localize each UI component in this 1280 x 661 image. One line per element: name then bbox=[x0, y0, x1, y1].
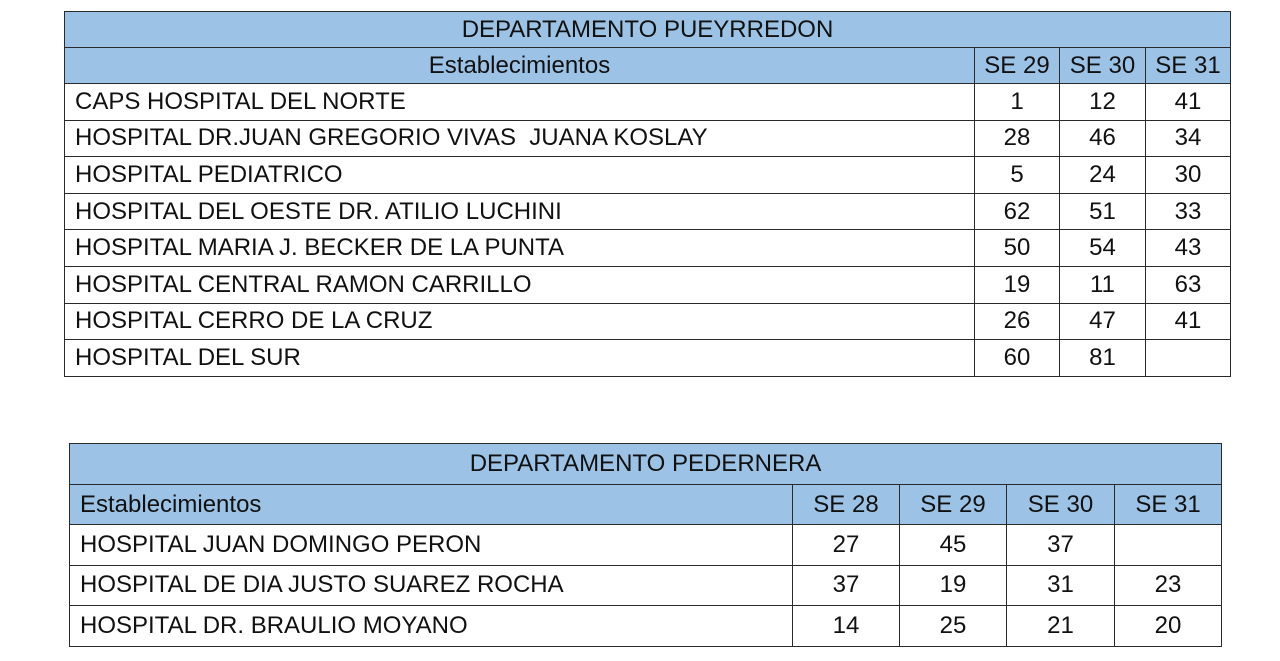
week-value: 20 bbox=[1115, 606, 1222, 647]
table-row bbox=[65, 230, 1231, 267]
establishment-name: HOSPITAL PEDIATRICO bbox=[65, 157, 975, 194]
table-row bbox=[70, 565, 1222, 606]
column-header-week: SE 30 bbox=[1060, 48, 1146, 84]
week-value: 25 bbox=[900, 606, 1007, 647]
week-value: 24 bbox=[1060, 157, 1146, 194]
establishment-name: HOSPITAL DEL SUR bbox=[65, 340, 975, 377]
week-value: 41 bbox=[1146, 84, 1231, 121]
week-value: 41 bbox=[1146, 303, 1231, 340]
week-value: 11 bbox=[1060, 266, 1146, 303]
table-row bbox=[65, 193, 1231, 230]
establishment-name: HOSPITAL CERRO DE LA CRUZ bbox=[65, 303, 975, 340]
table-row bbox=[65, 303, 1231, 340]
week-value: 19 bbox=[975, 266, 1060, 303]
table-title-row bbox=[70, 444, 1222, 485]
week-value: 34 bbox=[1146, 120, 1231, 157]
week-value: 37 bbox=[793, 565, 900, 606]
week-value: 45 bbox=[900, 525, 1007, 566]
establishment-name: HOSPITAL DEL OESTE DR. ATILIO LUCHINI bbox=[65, 193, 975, 230]
week-value: 60 bbox=[975, 340, 1060, 377]
table-title: DEPARTAMENTO PUEYRREDON bbox=[65, 12, 1231, 48]
table-row bbox=[65, 157, 1231, 194]
pedernera-table bbox=[69, 443, 1222, 647]
column-header-week: SE 31 bbox=[1115, 485, 1222, 525]
table-row bbox=[65, 266, 1231, 303]
table-title-row bbox=[65, 12, 1231, 48]
week-value: 21 bbox=[1007, 606, 1115, 647]
week-value: 12 bbox=[1060, 84, 1146, 121]
table-row bbox=[70, 606, 1222, 647]
table-row bbox=[65, 340, 1231, 377]
column-header-week: SE 29 bbox=[975, 48, 1060, 84]
week-value: 30 bbox=[1146, 157, 1231, 194]
table-row bbox=[65, 84, 1231, 121]
establishment-name: HOSPITAL DE DIA JUSTO SUAREZ ROCHA bbox=[70, 565, 793, 606]
establishment-name: HOSPITAL JUAN DOMINGO PERON bbox=[70, 525, 793, 566]
week-value: 81 bbox=[1060, 340, 1146, 377]
week-value: 28 bbox=[975, 120, 1060, 157]
pueyrredon-table bbox=[64, 11, 1231, 377]
table-header-row bbox=[70, 485, 1222, 525]
establishment-name: HOSPITAL CENTRAL RAMON CARRILLO bbox=[65, 266, 975, 303]
establishment-name: HOSPITAL DR.JUAN GREGORIO VIVAS JUANA KOSLAY bbox=[65, 120, 975, 157]
establishment-name: HOSPITAL DR. BRAULIO MOYANO bbox=[70, 606, 793, 647]
week-value: 51 bbox=[1060, 193, 1146, 230]
week-value: 47 bbox=[1060, 303, 1146, 340]
week-value bbox=[1146, 340, 1231, 377]
week-value: 62 bbox=[975, 193, 1060, 230]
week-value: 31 bbox=[1007, 565, 1115, 606]
column-header-week: SE 30 bbox=[1007, 485, 1115, 525]
week-value: 50 bbox=[975, 230, 1060, 267]
week-value: 37 bbox=[1007, 525, 1115, 566]
table-row bbox=[65, 120, 1231, 157]
week-value: 43 bbox=[1146, 230, 1231, 267]
week-value: 14 bbox=[793, 606, 900, 647]
week-value: 1 bbox=[975, 84, 1060, 121]
week-value: 19 bbox=[900, 565, 1007, 606]
table-title: DEPARTAMENTO PEDERNERA bbox=[70, 444, 1222, 485]
column-header-establecimientos: Establecimientos bbox=[70, 485, 793, 525]
week-value: 23 bbox=[1115, 565, 1222, 606]
column-header-week: SE 28 bbox=[793, 485, 900, 525]
table-row bbox=[70, 525, 1222, 566]
column-header-establecimientos: Establecimientos bbox=[65, 48, 975, 84]
week-value bbox=[1115, 525, 1222, 566]
week-value: 27 bbox=[793, 525, 900, 566]
week-value: 5 bbox=[975, 157, 1060, 194]
week-value: 33 bbox=[1146, 193, 1231, 230]
column-header-week: SE 29 bbox=[900, 485, 1007, 525]
table-header-row bbox=[65, 48, 1231, 84]
column-header-week: SE 31 bbox=[1146, 48, 1231, 84]
week-value: 26 bbox=[975, 303, 1060, 340]
week-value: 54 bbox=[1060, 230, 1146, 267]
establishment-name: HOSPITAL MARIA J. BECKER DE LA PUNTA bbox=[65, 230, 975, 267]
week-value: 63 bbox=[1146, 266, 1231, 303]
week-value: 46 bbox=[1060, 120, 1146, 157]
establishment-name: CAPS HOSPITAL DEL NORTE bbox=[65, 84, 975, 121]
